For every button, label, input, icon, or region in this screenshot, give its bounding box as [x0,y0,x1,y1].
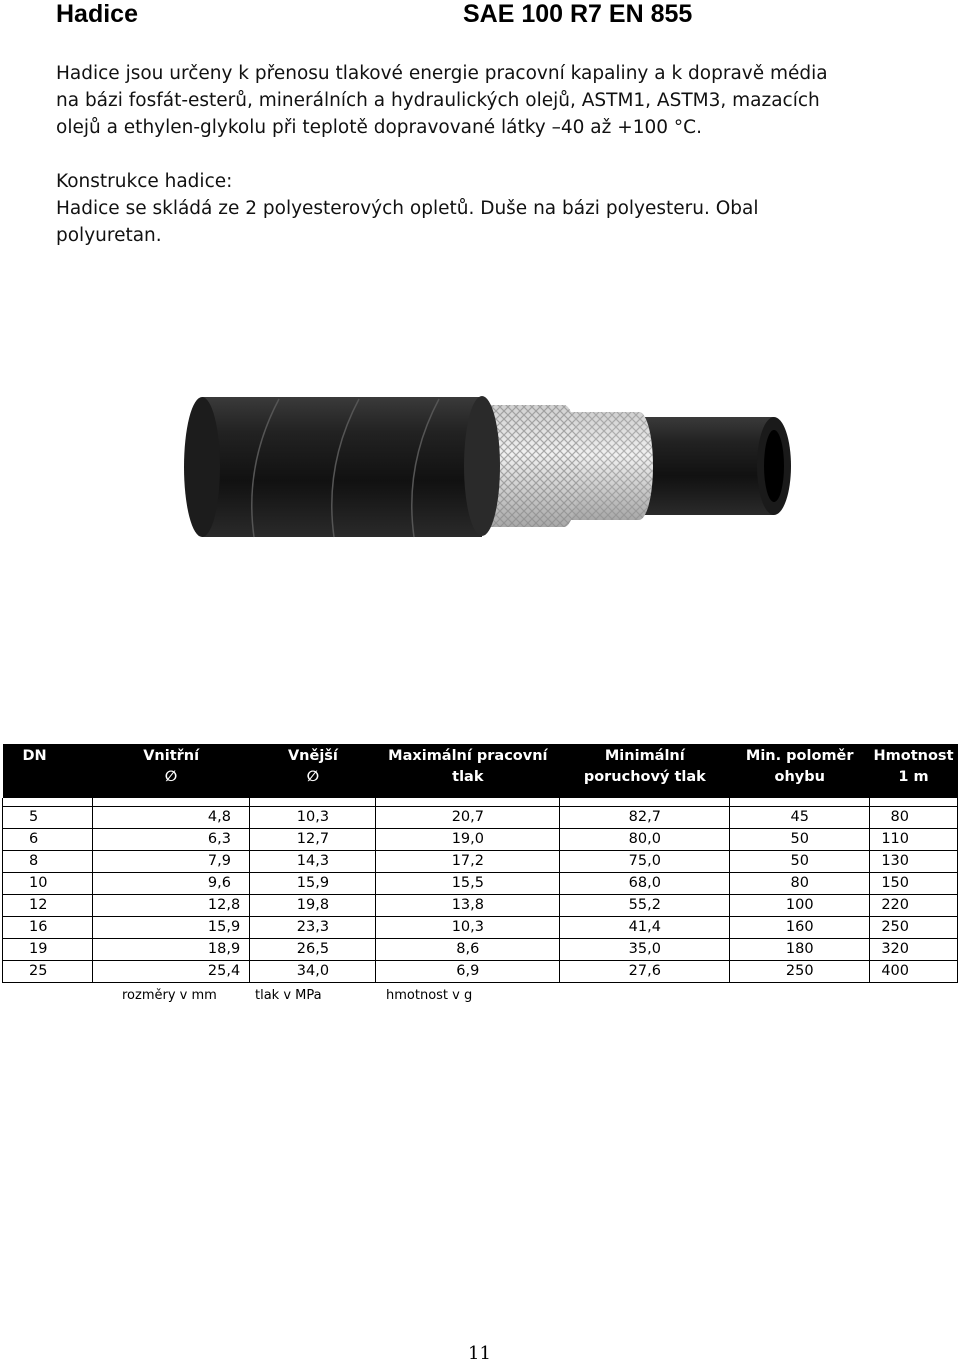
table-cell: 12,8 [92,895,249,917]
column-header-burst-pressure: Minimální poruchový tlak [560,744,730,798]
construction-line: polyuretan. [56,225,162,246]
intro-line: olejů a ethylen-glykolu při teplotě dopravované látky –40 až +100 °C. [56,117,702,138]
column-header-inner-diameter: Vnitřní ∅ [92,744,249,798]
table-cell: 8 [3,851,93,873]
table-cell: 15,9 [250,873,376,895]
column-header-bend-radius: Min. poloměr ohybu [730,744,870,798]
table-row [3,851,958,873]
table-cell: 23,3 [250,917,376,939]
table-cell: 82,7 [560,807,730,829]
units-dimensions: rozměry v mm [122,988,217,1003]
table-cell: 17,2 [376,851,560,873]
table-cell: 45 [730,807,870,829]
table-row [3,939,958,961]
table-cell: 400 [870,961,958,983]
diameter-symbol: ∅ [306,769,320,785]
table-row [3,807,958,829]
intro-line: Hadice jsou určeny k přenosu tlakové energie pracovní kapaliny a k dopravě média [56,63,828,84]
table-cell: 8,6 [376,939,560,961]
table-cell: 19,8 [250,895,376,917]
column-header-weight: Hmotnost 1 m [870,744,958,798]
table-cell: 25,4 [92,961,249,983]
table-cell: 50 [730,851,870,873]
table-cell: 41,4 [560,917,730,939]
table-cell: 7,9 [92,851,249,873]
table-cell: 130 [870,851,958,873]
table-cell: 35,0 [560,939,730,961]
table-cell: 10,3 [376,917,560,939]
table-cell: 18,9 [92,939,249,961]
table-cell: 9,6 [92,873,249,895]
units-pressure: tlak v MPa [255,988,322,1003]
table-cell: 25 [3,961,93,983]
table-cell: 13,8 [376,895,560,917]
units-weight: hmotnost v g [386,988,473,1003]
intro-line: na bázi fosfát-esterů, minerálních a hydraulických olejů, ASTM1, ASTM3, mazacích [56,90,820,111]
construction-heading: Konstrukce hadice: [56,171,233,192]
table-cell: 10 [3,873,93,895]
table-cell: 55,2 [560,895,730,917]
table-row [3,917,958,939]
table-cell: 68,0 [560,873,730,895]
table-row [3,829,958,851]
construction-paragraph [56,168,906,249]
table-row [3,895,958,917]
table-cell: 150 [870,873,958,895]
table-cell: 320 [870,939,958,961]
table-cell: 20,7 [376,807,560,829]
table-cell: 10,3 [250,807,376,829]
table-cell: 26,5 [250,939,376,961]
table-cell: 220 [870,895,958,917]
column-header-max-pressure: Maximální pracovní tlak [376,744,560,798]
table-cell: 160 [730,917,870,939]
table-cell: 12 [3,895,93,917]
table-cell: 6,9 [376,961,560,983]
page-number: 11 [468,1343,491,1364]
table-cell: 6 [3,829,93,851]
column-header-dn: DN [3,744,93,798]
table-cell: 180 [730,939,870,961]
table-cell: 250 [870,917,958,939]
table-cell: 19 [3,939,93,961]
table-cell: 100 [730,895,870,917]
table-cell: 15,5 [376,873,560,895]
diameter-symbol: ∅ [164,769,178,785]
construction-line: Hadice se skládá ze 2 polyesterových opletů. Duše na bázi polyesteru. Obal [56,198,759,219]
table-cell: 15,9 [92,917,249,939]
table-cell: 16 [3,917,93,939]
table-cell: 80,0 [560,829,730,851]
table-cell: 80 [730,873,870,895]
table-cell: 80 [870,807,958,829]
table-row [3,873,958,895]
table-row [3,961,958,983]
table-cell: 250 [730,961,870,983]
table-cell: 4,8 [92,807,249,829]
table-cell: 6,3 [92,829,249,851]
table-cell: 19,0 [376,829,560,851]
table-cell: 27,6 [560,961,730,983]
page-title: Hadice [56,0,138,28]
table-cell: 12,7 [250,829,376,851]
table-header-row [3,744,958,798]
table-cell: 50 [730,829,870,851]
spec-table [2,744,958,983]
table-cell: 5 [3,807,93,829]
product-code: SAE 100 R7 EN 855 [463,0,693,28]
intro-paragraph [56,60,906,141]
table-cell: 14,3 [250,851,376,873]
column-header-outer-diameter: Vnější ∅ [250,744,376,798]
hose-image [184,395,794,545]
table-cell: 110 [870,829,958,851]
table-cell: 34,0 [250,961,376,983]
table-cell: 75,0 [560,851,730,873]
